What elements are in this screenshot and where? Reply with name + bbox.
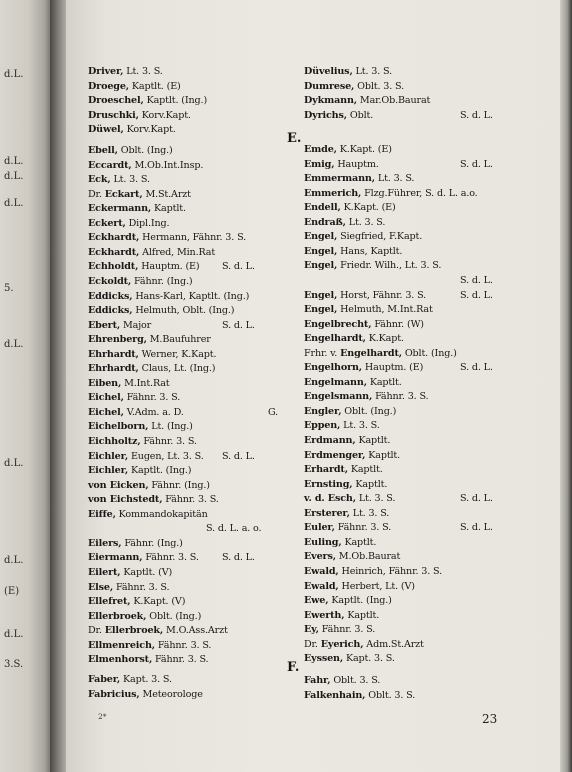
entry-details: Heinrich, Fähnr. 3. S. (341, 566, 442, 577)
entry-name: Engelbrecht, (304, 318, 372, 330)
entry-details: M.Int.Rat (124, 377, 170, 389)
directory-entry (88, 393, 180, 403)
entry-details: Oblt. 3. S. (357, 80, 405, 92)
entry-name: Eiffe, (88, 508, 116, 520)
signature-mark: 2* (98, 712, 107, 721)
directory-entry (88, 495, 219, 505)
entry-name: Eccardt, (88, 159, 132, 171)
entry-details: Hauptm. (337, 158, 379, 170)
directory-entry (304, 334, 404, 344)
left-margin-fragment: d.L. (4, 69, 24, 80)
directory-entry (88, 67, 163, 77)
directory-entry (88, 481, 210, 491)
entry-details: Kaptlt. (E) (131, 80, 181, 92)
entry-details: Kapt. 3. S. (345, 653, 395, 665)
entry-name: Emde, (304, 144, 337, 155)
entry-details: Hans-Karl, Kaptlt. (Ing.) (135, 290, 250, 302)
left-margin-fragment: d.L. (4, 339, 24, 350)
entry-details: Kaptlt. (Ing.) (130, 465, 192, 477)
entry-name: Düvelius, (304, 66, 353, 77)
entry-details: Lt. 3. S. (113, 174, 150, 186)
directory-entry (304, 691, 415, 701)
entry-details: Fähnr. 3. S. (143, 436, 197, 447)
entry-name: Ernsting, (304, 478, 353, 490)
entry-details: Herbert, Lt. (V) (341, 580, 415, 592)
directory-entry (304, 232, 422, 242)
entry-details: Korv.Kapt. (126, 124, 176, 135)
entry-name: Dyrichs, (304, 109, 347, 121)
directory-entry (88, 597, 185, 607)
entry-details: K.Kapt. (368, 333, 404, 345)
entry-details: Oblt. (349, 109, 374, 121)
directory-entry (304, 174, 414, 184)
page-number: 23 (482, 712, 498, 726)
entry-name: Eichel, (88, 392, 124, 404)
entry-name: Ersterer, (304, 507, 350, 519)
entry-name: Droege, (88, 80, 129, 92)
entry-details: Oblt. (Ing.) (149, 610, 202, 622)
directory-entry (304, 305, 433, 315)
entry-name: Echholdt, (88, 261, 139, 273)
entry-details: Kommandokapitän (118, 508, 208, 520)
directory-entry (304, 625, 375, 635)
directory-entry (304, 203, 396, 213)
directory-entry (88, 335, 211, 345)
entry-details: Kaptlt. (154, 203, 186, 215)
entry-name: Fahr, (304, 675, 331, 686)
entry-name: von Eicken, (88, 479, 149, 491)
directory-entry (88, 690, 203, 700)
entry-details: Fähnr. 3. S. (375, 391, 429, 403)
entry-suffix: S. d. L. (460, 109, 493, 121)
entry-name: Engel, (304, 304, 338, 316)
entry-name: Eckhardt, (88, 246, 140, 258)
entry-name: Ebell, (88, 145, 118, 156)
directory-entry (88, 539, 183, 549)
entry-name: Emmerich, (304, 187, 362, 199)
directory-entry (88, 292, 249, 302)
entry-details: Oblt. (Ing.) (120, 145, 173, 156)
entry-suffix: S. d. L. (460, 493, 493, 505)
directory-entry (304, 451, 400, 461)
entry-prefix: Dr. (88, 188, 102, 200)
entry-name: Eiermann, (88, 552, 143, 564)
entry-details: Helmuth, M.Int.Rat (340, 304, 433, 316)
directory-entry (304, 145, 392, 155)
entry-details: Fähnr. 3. S. (321, 624, 376, 636)
entry-details: Major (122, 319, 152, 331)
entry-suffix: S. d. L. (222, 450, 255, 462)
entry-name: Eddicks, (88, 305, 133, 317)
directory-entry (88, 510, 208, 520)
section-letter-f: F. (287, 660, 300, 675)
left-page-edge (0, 0, 52, 772)
section-letter-e: E. (287, 131, 302, 146)
entry-details: Kaptlt. (368, 449, 401, 461)
entry-details: Kapt. 3. S. (123, 674, 172, 685)
directory-entry (88, 277, 192, 287)
entry-details: Alfred, Min.Rat (142, 246, 216, 258)
directory-entry (304, 421, 380, 431)
entry-name: Engel, (304, 289, 338, 301)
entry-name: Emig, (304, 158, 335, 170)
directory-entry (88, 364, 215, 374)
entry-name: Eddicks, (88, 290, 133, 302)
entry-details: Eugen, Lt. 3. S. (130, 450, 204, 462)
entry-details: Siegfried, F.Kapt. (340, 231, 423, 243)
entry-name: Engel, (304, 231, 338, 243)
entry-details: Fähnr. 3. S. (157, 639, 212, 651)
directory-entry (304, 289, 493, 301)
entry-suffix: S. d. L. (222, 319, 255, 331)
directory-entry (88, 466, 191, 476)
entry-name: Eyerich, (320, 638, 364, 650)
directory-entry (304, 509, 389, 519)
entry-details: M.Ob.Baurat (338, 551, 401, 563)
entry-name: Ellefret, (88, 596, 131, 607)
entry-details: Kaptlt. (344, 536, 377, 548)
entry-details: Lt. 3. S. (348, 216, 386, 228)
directory-entry (304, 522, 493, 534)
directory-entry (88, 552, 255, 564)
left-margin-fragment: d.L. (4, 156, 24, 167)
entry-name: Ey, (304, 624, 319, 636)
entry-details: Hermann, Fähnr. 3. S. (142, 232, 247, 244)
entry-name: Engler, (304, 405, 342, 417)
entry-suffix: S. d. L. a. o. (206, 523, 262, 535)
directory-entry (304, 189, 478, 199)
entry-name: Ewerth, (304, 609, 345, 621)
directory-entry (88, 248, 215, 258)
directory-entry (304, 392, 428, 402)
directory-entry (88, 175, 150, 185)
entry-name: Eckert, (88, 217, 126, 229)
entry-name: Droeschel, (88, 95, 144, 106)
entry-details: Fähnr. 3. S. (126, 392, 181, 404)
entry-name: Else, (88, 581, 114, 593)
directory-entry (88, 612, 201, 622)
entry-details: Mar.Ob.Baurat (359, 95, 431, 106)
entry-name: Ebert, (88, 319, 121, 331)
entry-suffix: G. (268, 406, 279, 418)
entry-name: Eckart, (104, 188, 143, 200)
entry-prefix: Dr. (88, 625, 102, 637)
directory-entry (88, 422, 193, 432)
entry-name: Endraß, (304, 216, 346, 228)
entry-name: Engelhorn, (304, 362, 362, 374)
entry-name: Eckermann, (88, 203, 152, 215)
entry-details: Helmuth, Oblt. (Ing.) (135, 305, 235, 317)
directory-entry (88, 190, 191, 200)
entry-name: Emmermann, (304, 173, 375, 185)
entry-name: Druschki, (88, 109, 139, 121)
entry-name: Euler, (304, 522, 335, 534)
entry-name: Dykmann, (304, 95, 357, 106)
entry-details: Kaptlt. (Ing.) (331, 595, 392, 606)
entry-name: Erdmann, (304, 435, 356, 446)
directory-entry (88, 350, 216, 360)
entry-name: Eichel, (88, 406, 124, 418)
directory-entry (88, 219, 169, 229)
directory-entry (304, 480, 387, 490)
directory-entry (88, 96, 207, 106)
directory-entry (304, 582, 415, 592)
entry-name: Eichler, (88, 450, 129, 462)
entry-details: Lt. (Ing.) (151, 421, 193, 433)
directory-entry (88, 568, 172, 578)
directory-entry (88, 406, 279, 418)
directory-entry (88, 583, 169, 593)
entry-name: Engelsmann, (304, 391, 373, 403)
entry-details: Fähnr. 3. S. (165, 494, 219, 506)
entry-details: Oblt. 3. S. (333, 675, 381, 686)
directory-entry (304, 567, 442, 577)
directory-entry (304, 247, 402, 257)
directory-entry (88, 306, 234, 316)
directory-entry (304, 611, 379, 621)
entry-details: Dipl.Ing. (128, 217, 170, 229)
entry-name: Fabricius, (88, 689, 140, 700)
entry-details: Hauptm. (E) (141, 261, 200, 273)
entry-name: Ellmenreich, (88, 639, 155, 651)
directory-entry (304, 465, 383, 475)
entry-details: Lt. 3. S. (343, 420, 380, 432)
directory-entry (88, 261, 255, 273)
entry-name: von Eichstedt, (88, 494, 163, 506)
entry-name: Erdmenger, (304, 449, 366, 461)
entry-name: Elmenhorst, (88, 654, 153, 666)
entry-details: Kaptlt. (V) (123, 567, 173, 578)
entry-name: Eck, (88, 174, 111, 186)
entry-details: Adm.St.Arzt (366, 638, 424, 650)
directory-entry (304, 378, 402, 388)
entry-details: Horst, Fähnr. 3. S. (340, 289, 427, 301)
directory-entry (88, 626, 228, 636)
directory-entry (304, 158, 493, 170)
directory-entry (304, 96, 430, 106)
directory-entry (304, 362, 493, 374)
entry-prefix: Frhr. v. (304, 347, 338, 359)
directory-entry (304, 82, 404, 92)
entry-name: Falkenhain, (304, 690, 366, 701)
entry-suffix: S. d. L. (222, 261, 255, 273)
entry-suffix: S. d. L. (460, 275, 493, 286)
left-margin-fragment: d.L. (4, 629, 24, 640)
directory-entry (88, 319, 255, 331)
left-margin-fragment: d.L. (4, 198, 24, 209)
entry-name: Eilert, (88, 567, 121, 578)
directory-entry (304, 67, 392, 77)
entry-details: Friedr. Wilh., Lt. 3. S. (340, 260, 442, 272)
entry-suffix: S. d. L. (460, 362, 493, 374)
entry-details: Fähnr. (Ing.) (151, 479, 210, 491)
entry-details: Fähnr. 3. S. (155, 654, 209, 666)
entry-name: Engelhardt, (340, 347, 402, 359)
entry-name: Engelhardt, (304, 333, 366, 345)
entry-details: Fähnr. (W) (374, 318, 424, 330)
entry-name: Eichholtz, (88, 436, 141, 447)
directory-entry (88, 125, 176, 135)
entry-name: Eichelborn, (88, 421, 149, 433)
directory-entry (88, 450, 255, 462)
directory-entry (88, 437, 197, 447)
directory-entry (304, 407, 396, 417)
directory-entry (88, 379, 170, 389)
left-margin-fragment: d.L. (4, 458, 24, 469)
entry-details: Kaptlt. (347, 609, 380, 621)
left-margin-fragment: 3.S. (4, 659, 24, 670)
entry-details: Oblt. (Ing.) (344, 405, 397, 417)
directory-entry (304, 109, 493, 121)
directory-entry (304, 436, 390, 446)
entry-details: Claus, Lt. (Ing.) (141, 363, 216, 375)
directory-entry (88, 641, 211, 651)
entry-details: Lt. 3. S. (358, 493, 396, 505)
entry-details: Hauptm. (E) (364, 362, 424, 374)
directory-entry (304, 320, 424, 330)
entry-name: Endell, (304, 202, 341, 214)
entry-name: Euling, (304, 536, 342, 548)
entry-details: K.Kapt. (E) (343, 202, 396, 214)
entry-suffix: S. d. L. (222, 552, 255, 564)
entry-name: Engelmann, (304, 376, 367, 388)
entry-details: M.Baufuhrer (149, 334, 211, 346)
entry-details: Lt. 3. S. (377, 173, 415, 185)
entry-name: Eyssen, (304, 653, 344, 665)
entry-details: Kaptlt. (355, 478, 388, 490)
directory-entry (304, 640, 424, 650)
entry-name: Eppen, (304, 420, 341, 432)
entry-details: Kaptlt. (Ing.) (146, 95, 208, 106)
entry-details: K.Kapt. (E) (339, 144, 392, 155)
directory-entry (304, 676, 380, 686)
directory-entry (88, 204, 186, 214)
entry-name: Dumrese, (304, 80, 355, 92)
entry-name: Engel, (304, 260, 338, 272)
entry-details: Meteorologe (142, 689, 203, 700)
left-margin-fragment: (E) (4, 586, 20, 597)
left-margin-fragment: d.L. (4, 555, 24, 566)
directory-entry (304, 261, 441, 271)
entry-details: Lt. 3. S. (352, 507, 390, 519)
entry-name: Ewald, (304, 580, 339, 592)
right-page-edge (560, 0, 572, 772)
entry-name: v. d. Esch, (304, 493, 356, 505)
entry-name: Driver, (88, 66, 124, 77)
entry-details: Werner, K.Kapt. (141, 348, 217, 360)
entry-name: Eckoldt, (88, 276, 132, 287)
entry-details: Lt. 3. S. (355, 66, 393, 77)
entry-details: Fähnr. 3. S. (337, 522, 392, 534)
entry-name: Düwel, (88, 124, 124, 135)
entry-name: Evers, (304, 551, 336, 563)
entry-details: Fähnr. (Ing.) (124, 537, 183, 549)
entry-details: Fähnr. 3. S. (145, 552, 199, 564)
entry-details: Kaptlt. (350, 464, 383, 476)
entry-name: Ellerbroek, (104, 625, 164, 637)
entry-suffix: S. d. L. (460, 289, 493, 301)
directory-entry (304, 654, 395, 664)
entry-name: Ehrenberg, (88, 334, 147, 346)
directory-entry (304, 538, 376, 548)
entry-name: Ellerbroek, (88, 610, 147, 622)
entry-name: Ewe, (304, 595, 329, 606)
entry-details: M.Ob.Int.Insp. (134, 159, 204, 171)
entry-suffix: S. d. L. (460, 158, 493, 170)
entry-name: Ewald, (304, 566, 339, 577)
directory-entry (88, 146, 173, 156)
entry-name: Eckhardt, (88, 232, 140, 244)
entry-name: Eilers, (88, 537, 122, 549)
left-margin-fragment: 5. (4, 283, 14, 294)
entry-name: Eichler, (88, 465, 129, 477)
entry-details: M.O.Ass.Arzt (166, 625, 228, 637)
directory-entry (304, 596, 392, 606)
entry-prefix: Dr. (304, 638, 318, 650)
entry-details: Kaptlt. (369, 376, 402, 388)
entry-name: Faber, (88, 674, 121, 685)
entry-name: Ehrhardt, (88, 348, 139, 360)
entry-details: Lt. 3. S. (126, 66, 163, 77)
entry-details: Korv.Kapt. (141, 109, 191, 121)
entry-details: Hans, Kaptlt. (340, 245, 403, 257)
entry-details: Oblt. 3. S. (368, 690, 416, 701)
entry-suffix: S. d. L. (460, 522, 493, 534)
directory-entry (304, 349, 457, 359)
entry-name: Engel, (304, 245, 338, 257)
directory-entry (88, 675, 172, 685)
directory-entry (88, 233, 246, 243)
entry-details: Fähnr. 3. S. (115, 581, 170, 593)
entry-name: Ehrhardt, (88, 363, 139, 375)
directory-entry (88, 655, 208, 665)
directory-entry (88, 111, 191, 121)
entry-details: Kaptlt. (358, 435, 391, 446)
entry-details: K.Kapt. (V) (133, 596, 186, 607)
entry-details: Oblt. (Ing.) (404, 347, 457, 359)
left-margin-fragment: d.L. (4, 171, 24, 182)
directory-entry (304, 552, 400, 562)
entry-name: Eiben, (88, 377, 122, 389)
entry-details: Flzg.Führer, S. d. L. a.o. (364, 187, 478, 199)
entry-details: Fähnr. (Ing.) (134, 276, 193, 287)
directory-entry (304, 218, 385, 228)
entry-details: M.St.Arzt (145, 188, 191, 200)
directory-entry (88, 82, 181, 92)
directory-entry (88, 161, 203, 171)
entry-details: V.Adm. a. D. (126, 406, 184, 418)
directory-entry (304, 493, 493, 505)
entry-name: Erhardt, (304, 464, 348, 476)
